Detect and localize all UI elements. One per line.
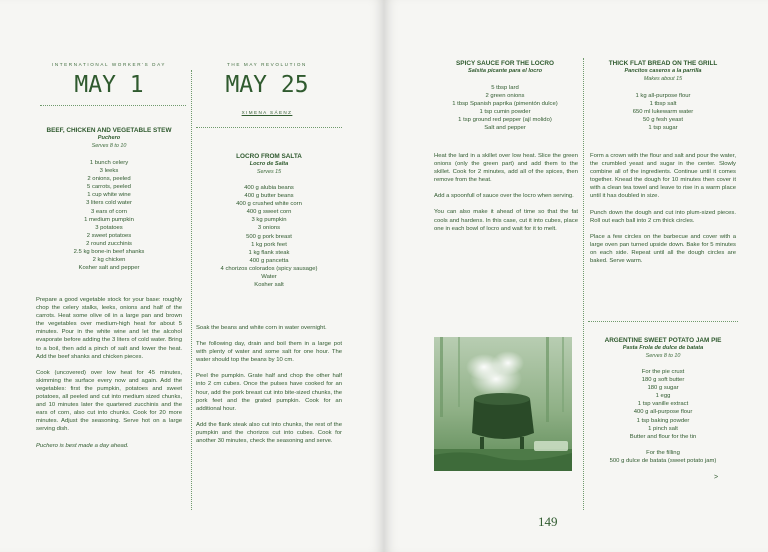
ingredient: 1 bunch celery [89,160,129,166]
ingredient-spacer [590,441,736,449]
ingredient: 3 ears of corn [90,208,128,215]
recipe-serves-flat-bread: Makes about 15 [643,76,683,82]
ingredient: 1 pinch salt [648,425,678,432]
method-paragraph: Add the flank steak also cut into chunks, the rest of the pumpkin and the chorizos cut into cubes. Cook for another 30 minutes, check the seasoning and serve. [196,421,342,445]
method-paragraph: Heat the lard in a skillet over low heat. Slice the green onions (only the green part) and add them to the skillet. Cook for 2 minutes, add all of the spices, then remove from the heat. [434,153,578,184]
recipe-subtitle-puchero: Puchero [97,135,121,141]
method-locro [196,324,342,453]
ingredient: 3 leeks [99,168,119,175]
ingredient: 400 g sweet corn [246,209,292,216]
ingredient-subheading: For the pie crust [641,369,685,375]
recipe-title-spicy-sauce: SPICY SAUCE FOR THE LOCRO [456,60,554,67]
ingredient: 1 tsp vanille extract [637,401,689,408]
date-heading-1: MAY 1 [74,72,144,98]
divider-1 [40,105,186,106]
method-paragraph: Add a spoonfull of sauce over the locro when serving. [434,193,574,200]
ingredient: 4 chorizos colorados (spicy sausage) [220,265,318,272]
ingredient-list-puchero [36,159,182,272]
divider-3 [588,321,738,322]
method-paragraph: Form a crown with the flour and salt and pour the water, the crumbled yeast and sugar in the center. Slowly combine all of the ingredients. Continue until it comes together. Knead the dough for 10 minutes then cover it with a clean tea towel and leave to rise in a warm place until it has doubled in size. [590,153,736,200]
ingredient: 400 g alubia beans [244,185,294,191]
method-paragraph: The following day, drain and boil them in a large pot with plenty of water and some salt for one hour. The water should top the beans by 10 cm. [196,341,342,364]
ingredient: 1 tsp cumin powder [479,109,531,116]
holiday-header-2: THE MAY REVOLUTION [227,62,307,67]
ingredient: 3 onions [257,225,281,232]
method-flat-bread [590,152,736,273]
recipe-serves-locro: Serves 15 [256,169,282,175]
recipe-subtitle-pasta-frola: Pasta Frola de dulce de batata [622,345,704,351]
ingredient: 500 g dulce de batata (sweet potato jam) [609,458,717,465]
method-paragraph: Punch down the dough and cut into plum-sized pieces. Roll out each ball into 2 cm thick circles. [590,209,736,224]
ingredient: 400 g all-purpose flour [633,409,693,416]
recipe-serves-puchero: Serves 8 to 10 [91,143,127,149]
column-divider-right [583,58,584,510]
ingredient-list-spicy-sauce [432,84,578,133]
ingredient: 400 g pancetta [249,257,289,264]
method-paragraph: Prepare a good vegetable stock for your base: roughly chop the celery stalks, leeks, onions and half of the carrots. Heat some olive oil in a large pan and brown the vegetables over medium-high heat for about 5 minutes. Pour in the white wine and let the alcohol evaporate before adding the 3 liters of cold water. Bring to a boil, then add a pinch of salt and lower the heat. Add the beef shanks and chicken pieces. [36,297,182,360]
ingredient: 3 liters cold water [86,200,132,207]
ingredient: 1 medium pumpkin [84,216,134,223]
method-spicy-sauce [434,152,578,241]
ingredient: 2 green onions [485,93,525,100]
ingredient: 1 tbsp salt [649,101,677,108]
ingredient: 5 tbsp lard [491,85,519,91]
ingredient: 1 tbsp Spanish paprika (pimentón dulce) [452,101,558,108]
ingredient-subheading: For the filling [646,449,680,456]
recipe-title-flat-bread: THICK FLAT BREAD ON THE GRILL [608,60,718,67]
ingredient: 1 egg [655,393,671,400]
ingredient: Kosher salt and pepper [78,265,140,272]
ingredient: 2 sweet potatoes [86,232,132,239]
holiday-header-1: INTERNATIONAL WORKER'S DAY [51,62,167,67]
ingredient: 1 tsp ground red pepper (ají molido) [458,117,552,124]
recipe-title-pasta-frola: ARGENTINE SWEET POTATO JAM PIE [604,337,722,344]
ingredient: 1 kg pork feet [251,241,287,248]
recipe-subtitle-spicy-sauce: Salsita picante para el locro [468,68,542,74]
column-divider-left [191,70,192,510]
method-note: Puchero is best made a day ahead. [36,442,129,449]
author-name: XIMENA SÁENZ [241,110,293,115]
ingredient-list-pasta-frola [590,368,736,465]
ingredient-list-flat-bread [590,92,736,132]
ingredient: 1 kg all-purpose flour [635,93,691,99]
recipe-title-locro: LOCRO FROM SALTA [236,153,302,160]
photo-cooking-pot [434,337,572,471]
divider-2 [196,127,342,128]
ingredient-list-locro [196,184,342,289]
ingredient: 2 round zucchinis [86,240,132,247]
ingredient: 180 g soft butter [641,377,685,384]
method-paragraph: Cook (uncovered) over low heat for 45 minutes, skimming the surface every now and again. Add the vegetables: first the pumpkin, potatoes and sweet potatoes, all peeled and cut into medium sized chunks, and 10 minutes later the quartered zucchinis and the ears of corn, also cut into chunks. Cook for 20 more minutes. Adjust the seasoning. Serve hot on a large serving dish. [36,369,182,433]
method-paragraph: You can also make it ahead of time so that the fat cools and hardens. In this case, cut it into cubes, place one in each bowl of locro and wait for it to melt. [434,209,578,232]
recipe-subtitle-flat-bread: Pancitos caseros a la parrilla [624,68,702,74]
ingredient: 1 tsp baking powder [636,417,690,424]
continue-arrow-icon: > [714,474,719,481]
pot-over-fire-image [434,337,572,471]
ingredient: 1 kg flank steak [248,249,290,256]
recipe-title-puchero: BEEF, CHICKEN AND VEGETABLE STEW [46,127,172,134]
method-paragraph: Peel the pumpkin. Grate half and chop the other half into 2 cm cubes. Once the pulses have cooked for an hour, add the pork breast cut into bite-sized chunks, the pork feet and the grated pumpkin. Cook for an additional hour. [196,373,342,412]
ingredient: 5 carrots, peeled [87,184,131,191]
method-puchero [36,296,182,458]
ingredient: 2 kg chicken [92,257,126,264]
ingredient: 50 g fesh yeast [643,117,683,124]
ingredient: 1 tsp sugar [648,125,678,132]
ingredient: 3 potatoes [95,224,123,231]
ingredient: 1 cup white wine [87,192,131,199]
ingredient: Water [261,274,277,281]
ingredient: 650 ml lukewarm water [632,109,694,116]
recipe-subtitle-locro: Locro de Salta [249,161,289,167]
date-heading-2: MAY 25 [225,72,309,98]
ingredient: Kosher salt [254,282,284,289]
ingredient: 180 g sugar [647,385,679,392]
ingredient: 2 onions, peeled [87,176,131,183]
ingredient: 3 kg pumpkin [251,217,287,224]
ingredient: 500 g pork breast [246,233,292,240]
ingredient: 400 g crushed white corn [236,201,302,208]
method-paragraph: Place a few circles on the barbecue and cover with a large oven pan turned upside down. Bake for 5 minutes on each side. Repeat until all the dough circles are baked. Serve warm. [590,233,736,265]
method-paragraph: Soak the beans and white corn in water overnight. [196,325,327,331]
ingredient: Butter and flour for the tin [629,433,697,440]
right-page [384,0,768,552]
page-number: 149 [538,514,558,529]
ingredient: Salt and pepper [484,125,526,132]
ingredient: 2.5 kg bone-in beef shanks [73,249,145,256]
ingredient: 400 g butter beans [244,193,294,200]
recipe-serves-pasta-frola: Serves 8 to 10 [645,353,681,359]
